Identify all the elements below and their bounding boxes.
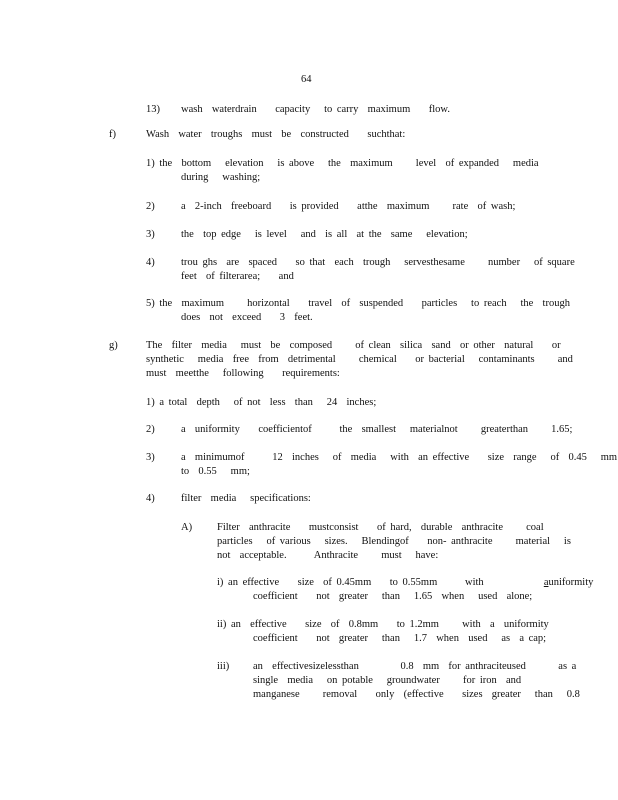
- sub-iii-line-3: manganese removal only (effective sizes greater than 0.8: [253, 689, 580, 700]
- sub-i-text-post: uniformity: [548, 577, 594, 588]
- section-g-intro-line-1: The filter media must be composed of clean silica sand or other natural or: [146, 340, 561, 351]
- item-13-text: wash waterdrain capacity to carry maximum flow.: [181, 104, 450, 115]
- g-item-2-number: 2): [146, 424, 155, 435]
- sub-iii-line-1: an effectivesizelessthan 0.8 mm for anthraciteused as a: [253, 661, 577, 672]
- sub-a-line-3: not acceptable. Anthracite must have:: [217, 550, 439, 561]
- section-g-intro-line-2: synthetic media free from detrimental chemical or bacterial contaminants and: [146, 354, 573, 365]
- g-item-4-text: filter media specifications:: [181, 493, 311, 504]
- f-item-4-line-1: trou ghs are spaced so that each trough servesthesame number of square: [181, 257, 575, 268]
- f-item-4-number: 4): [146, 257, 155, 268]
- g-item-1-text: 1) a total depth of not less than 24 inches;: [146, 397, 377, 408]
- g-item-4-number: 4): [146, 493, 155, 504]
- sub-i-line-2: coefficient not greater than 1.65 when used alone;: [253, 591, 533, 602]
- section-f-marker: f): [109, 129, 116, 140]
- f-item-3-number: 3): [146, 229, 155, 240]
- f-item-4-line-2: feet of filterarea; and: [181, 271, 294, 282]
- sub-iii-line-2: single media on potable groundwater for iron and: [253, 675, 522, 686]
- sub-i-marker: i): [217, 577, 224, 588]
- g-item-3-line-1: a minimumof 12 inches of media with an effective size range of 0.45 mm: [181, 452, 618, 463]
- sub-i-line-1: [217, 576, 593, 590]
- sub-ii-line-2: coefficient not greater than 1.7 when used as a cap;: [253, 633, 547, 644]
- section-g-intro-line-3: must meetthe following requirements:: [146, 368, 340, 379]
- sub-a-line-1: Filter anthracite mustconsist of hard, durable anthracite coal: [217, 522, 544, 533]
- sub-a-marker: A): [181, 522, 193, 533]
- section-f-intro: Wash water troughs must be constructed suchthat:: [146, 129, 406, 140]
- sub-ii-line-1: [217, 618, 549, 632]
- g-item-3-number: 3): [146, 452, 155, 463]
- page-number: 64: [301, 74, 312, 85]
- sub-a-line-2: particles of various sizes. Blendingof non- anthracite material is: [217, 536, 571, 547]
- f-item-5-line-1: 5) the maximum horizontal travel of suspended particles to reach the trough: [146, 298, 570, 309]
- f-item-2-text: a 2-inch freeboard is provided atthe maximum rate of wash;: [181, 201, 516, 212]
- item-13-number: 13): [146, 104, 160, 115]
- sub-i-text-pre: an effective size of 0.45mm to 0.55mm with: [228, 577, 544, 588]
- g-item-2-text: a uniformity coefficientof the smallest materialnot greaterthan 1.65;: [181, 424, 573, 435]
- sub-i-underlined-a: a: [543, 577, 549, 588]
- f-item-2-number: 2): [146, 201, 155, 212]
- sub-ii-marker: ii): [217, 619, 227, 630]
- sub-iii-marker: iii): [217, 661, 230, 672]
- f-item-1-line-2: during washing;: [181, 172, 261, 183]
- g-item-3-line-2: to 0.55 mm;: [181, 466, 250, 477]
- f-item-1-line-1: 1) the bottom elevation is above the maximum level of expanded media: [146, 158, 539, 169]
- f-item-3-text: the top edge is level and is all at the same elevation;: [181, 229, 468, 240]
- f-item-5-line-2: does not exceed 3 feet.: [181, 312, 313, 323]
- sub-ii-text: an effective size of 0.8mm to 1.2mm with a uniformity: [230, 619, 549, 630]
- section-g-marker: g): [109, 340, 118, 351]
